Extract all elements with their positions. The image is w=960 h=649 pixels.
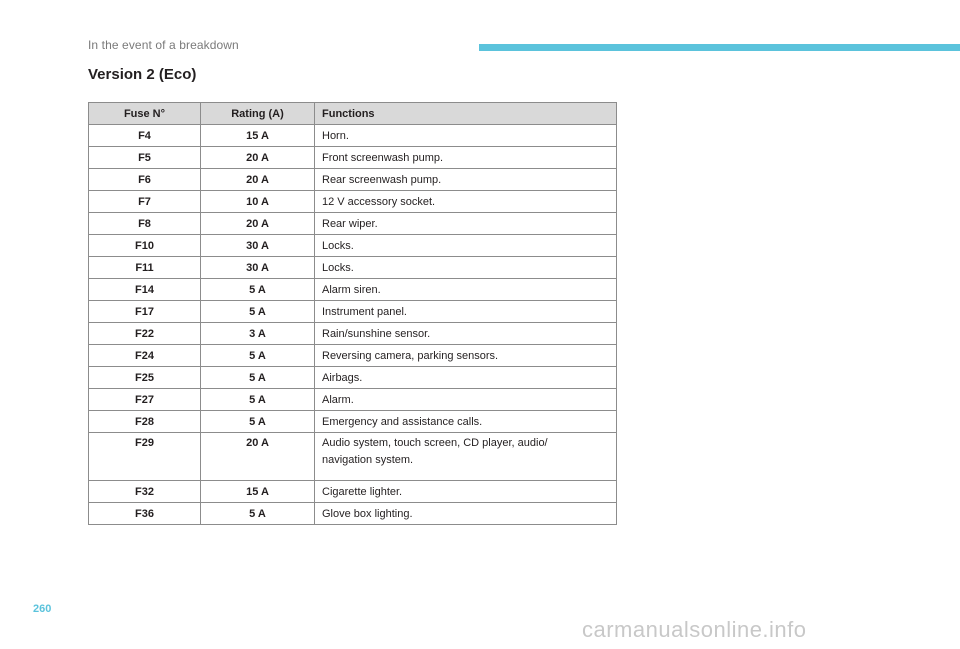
function-cell: Locks.	[315, 235, 617, 257]
fuse-cell: F17	[89, 301, 201, 323]
rating-cell: 5 A	[201, 411, 315, 433]
rating-cell: 20 A	[201, 213, 315, 235]
fuse-cell: F10	[89, 235, 201, 257]
rating-cell: 20 A	[201, 169, 315, 191]
table-row	[89, 301, 617, 323]
table-row	[89, 367, 617, 389]
function-cell: Instrument panel.	[315, 301, 617, 323]
rating-cell: 5 A	[201, 345, 315, 367]
fuse-cell: F24	[89, 345, 201, 367]
table-row	[89, 257, 617, 279]
function-cell: Alarm siren.	[315, 279, 617, 301]
table-row	[89, 125, 617, 147]
table-row	[89, 169, 617, 191]
function-cell: Airbags.	[315, 367, 617, 389]
rating-cell: 5 A	[201, 367, 315, 389]
rating-cell: 20 A	[201, 433, 315, 481]
rating-cell: 5 A	[201, 301, 315, 323]
function-cell: Rear wiper.	[315, 213, 617, 235]
fuse-cell: F11	[89, 257, 201, 279]
table-row	[89, 147, 617, 169]
function-cell: Front screenwash pump.	[315, 147, 617, 169]
fuse-cell: F25	[89, 367, 201, 389]
watermark: carmanualsonline.info	[582, 617, 807, 642]
rating-cell: 15 A	[201, 481, 315, 503]
rating-cell: 5 A	[201, 389, 315, 411]
page-number: 260	[33, 603, 52, 615]
rating-cell: 3 A	[201, 323, 315, 345]
table-row	[89, 411, 617, 433]
column-header-functions: Functions	[315, 103, 617, 125]
rating-cell: 30 A	[201, 235, 315, 257]
table-row	[89, 433, 617, 481]
rating-cell: 30 A	[201, 257, 315, 279]
fuse-table-body	[89, 125, 617, 525]
column-header-fuse: Fuse N°	[89, 103, 201, 125]
section-title: Version 2 (Eco)	[88, 66, 197, 83]
table-row	[89, 503, 617, 525]
function-cell: Horn.	[315, 125, 617, 147]
function-cell: Rear screenwash pump.	[315, 169, 617, 191]
column-header-rating: Rating (A)	[201, 103, 315, 125]
rating-cell: 10 A	[201, 191, 315, 213]
fuse-cell: F28	[89, 411, 201, 433]
function-cell: Emergency and assistance calls.	[315, 411, 617, 433]
fuse-table	[88, 102, 617, 525]
table-header-row	[89, 103, 617, 125]
table-row	[89, 345, 617, 367]
rating-cell: 15 A	[201, 125, 315, 147]
table-row	[89, 279, 617, 301]
rating-cell: 5 A	[201, 279, 315, 301]
function-cell: Reversing camera, parking sensors.	[315, 345, 617, 367]
fuse-cell: F6	[89, 169, 201, 191]
running-header: In the event of a breakdown	[88, 38, 239, 52]
fuse-cell: F14	[89, 279, 201, 301]
function-cell: Glove box lighting.	[315, 503, 617, 525]
header-accent-bar	[479, 44, 960, 51]
rating-cell: 20 A	[201, 147, 315, 169]
fuse-cell: F29	[89, 433, 201, 481]
function-cell: Locks.	[315, 257, 617, 279]
function-cell: Rain/sunshine sensor.	[315, 323, 617, 345]
fuse-cell: F27	[89, 389, 201, 411]
table-row	[89, 389, 617, 411]
function-cell: Cigarette lighter.	[315, 481, 617, 503]
fuse-cell: F22	[89, 323, 201, 345]
rating-cell: 5 A	[201, 503, 315, 525]
fuse-cell: F8	[89, 213, 201, 235]
function-cell: 12 V accessory socket.	[315, 191, 617, 213]
table-row	[89, 213, 617, 235]
function-cell: Alarm.	[315, 389, 617, 411]
fuse-cell: F4	[89, 125, 201, 147]
fuse-cell: F32	[89, 481, 201, 503]
fuse-cell: F36	[89, 503, 201, 525]
table-row	[89, 235, 617, 257]
table-row	[89, 323, 617, 345]
table-row	[89, 191, 617, 213]
function-cell: Audio system, touch screen, CD player, audio/ navigation system.	[315, 433, 617, 481]
table-row	[89, 481, 617, 503]
fuse-cell: F7	[89, 191, 201, 213]
fuse-cell: F5	[89, 147, 201, 169]
